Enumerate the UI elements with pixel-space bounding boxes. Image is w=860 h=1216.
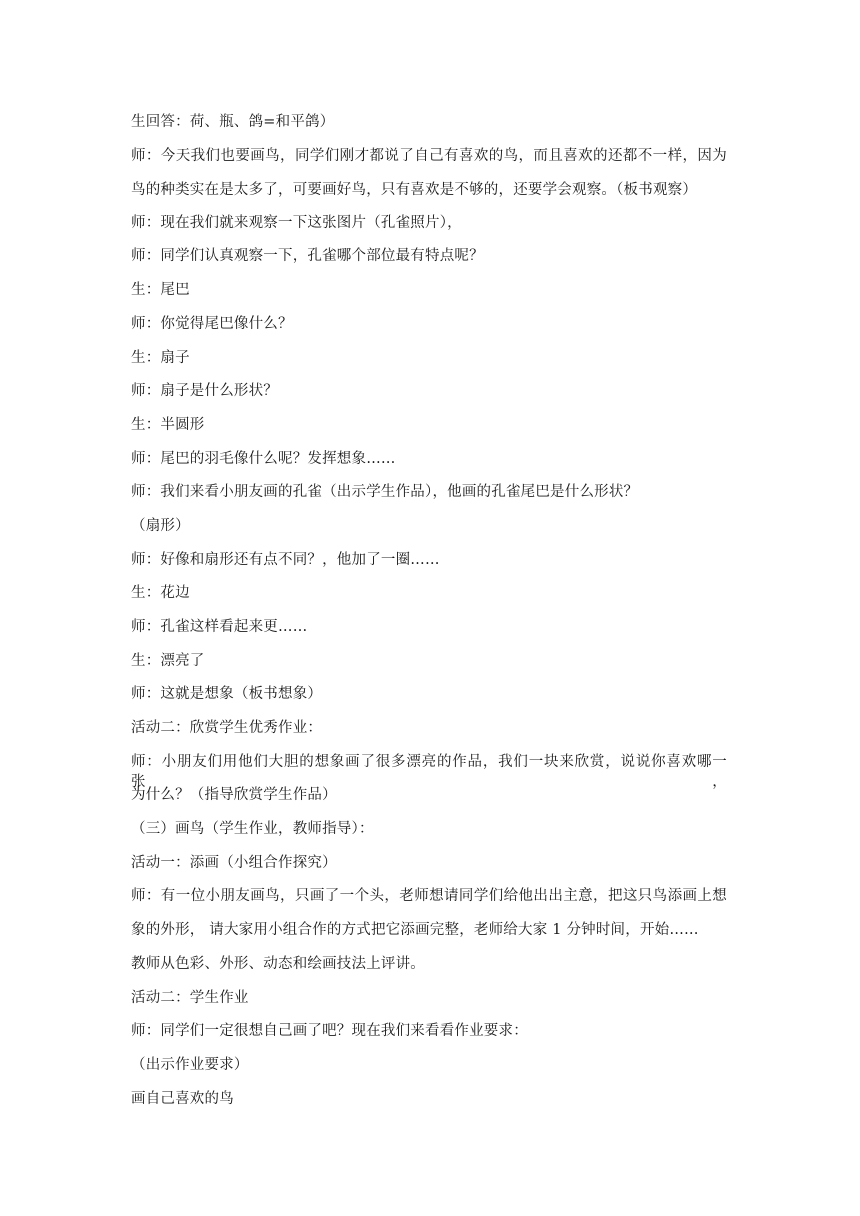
text-line: 师：今天我们也要画鸟，同学们刚才都说了自己有喜欢的鸟，而且喜欢的还都不一样，因为 <box>131 148 727 164</box>
text-line: 生：花边 <box>131 585 190 601</box>
text-line: 生回答：荷、瓶、鸽=和平鸽） <box>131 114 335 130</box>
text-line: 生：半圆形 <box>131 417 205 433</box>
text-line: 活动二：学生作业 <box>131 990 249 1006</box>
text-line: 画自己喜欢的鸟 <box>131 1091 234 1107</box>
text-line: 师：扇子是什么形状？ <box>131 383 278 399</box>
text-line: 教师从色彩、外形、动态和绘画技法上评讲。 <box>131 956 425 972</box>
text-line: 活动一：添画（小组合作探究） <box>131 855 337 871</box>
text-line: 师：好像和扇形还有点不同？，他加了一圈…… <box>131 552 440 568</box>
text-line: 师：有一位小朋友画鸟，只画了一个头，老师想请同学们给他出出主意，把这只鸟添画上想 <box>131 888 727 904</box>
text-line: 生：扇子 <box>131 350 190 366</box>
text-line: 象的外形， 请大家用小组合作的方式把它添画完整，老师给大家 1 分钟时间，开始…… <box>131 922 699 938</box>
text-line: 师：你觉得尾巴像什么？ <box>131 316 293 332</box>
text-line: 师：同学们认真观察一下，孔雀哪个部位最有特点呢？ <box>131 248 484 264</box>
text-line: 鸟的种类实在是太多了，可要画好鸟，只有喜欢是不够的，还要学会观察。（板书观察） <box>131 182 698 198</box>
text-line: （三）画鸟（学生作业，教师指导）： <box>131 821 374 837</box>
text-line: 师：尾巴的羽毛像什么呢？发挥想象…… <box>131 451 396 467</box>
text-line: 师：小朋友们用他们大胆的想象画了很多漂亮的作品，我们一块来欣赏，说说你喜欢哪一张， <box>131 754 727 790</box>
text-line: 为什么？（指导欣赏学生作品） <box>131 787 337 803</box>
text-line: 师：这就是想象（板书想象） <box>131 686 323 702</box>
text-line: 生：漂亮了 <box>131 653 205 669</box>
text-line: 师：现在我们就来观察一下这张图片（孔雀照片）， <box>131 215 462 231</box>
text-line: 生：尾巴 <box>131 282 190 298</box>
text-line: 师：同学们一定很想自己画了吧？现在我们来看看作业要求： <box>131 1023 528 1039</box>
text-line: （出示作业要求） <box>131 1057 249 1073</box>
text-line: 师：我们来看小朋友画的孔雀（出示学生作品），他画的孔雀尾巴是什么形状？ <box>131 484 639 500</box>
text-line: 师：孔雀这样看起来更…… <box>131 619 308 635</box>
text-line: 活动二：欣赏学生优秀作业： <box>131 720 323 736</box>
text-line: （扇形） <box>131 518 190 534</box>
